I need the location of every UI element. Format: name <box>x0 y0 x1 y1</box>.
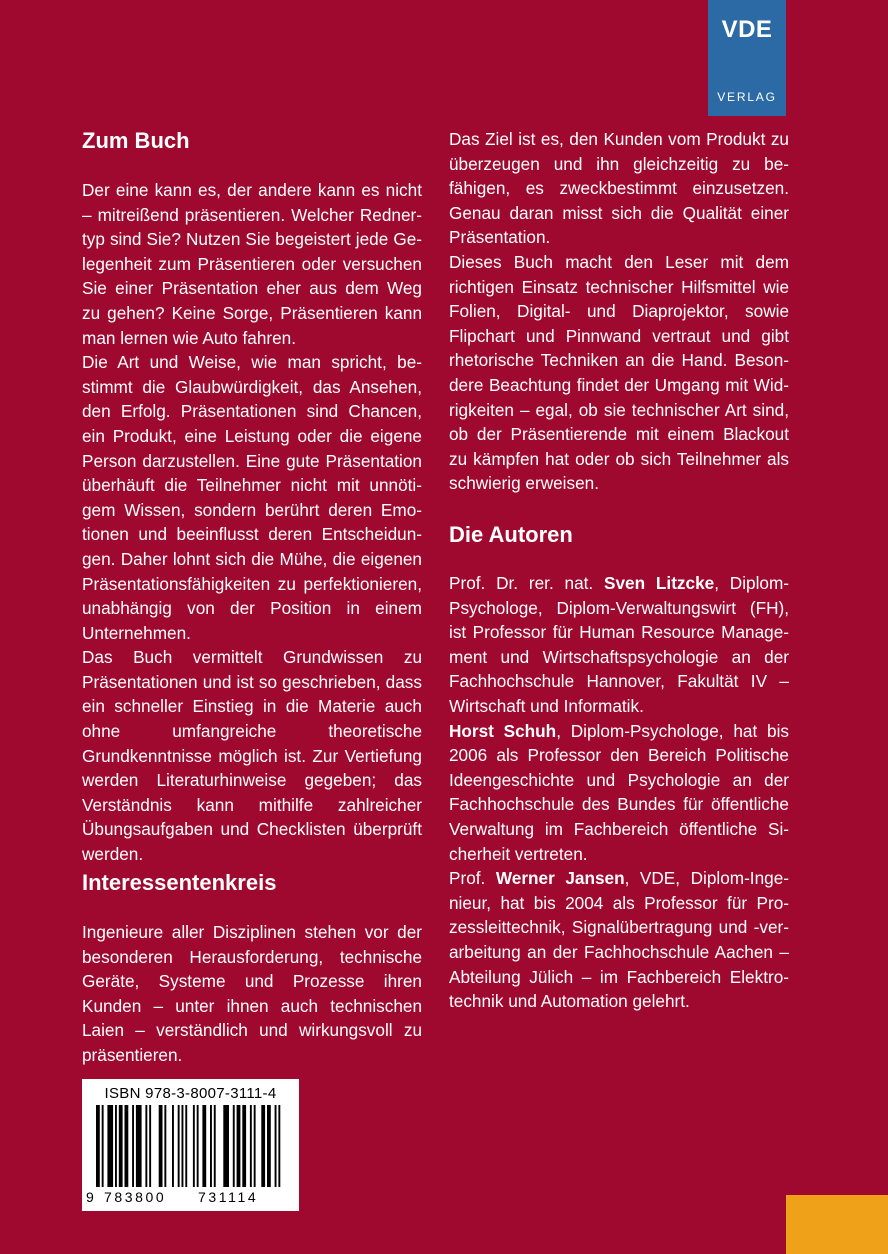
barcode-digits-right: 731114 <box>198 1189 259 1205</box>
interessentenkreis-paragraph-1: Ingenieure aller Disziplinen stehen vor der besonderen Herausforderung, technische Geräte, Systeme und Prozesse ihren Kunden – unter ihnen auch technischen Laien – verständlich und wirkungsvoll zu präsentieren. <box>82 922 422 1065</box>
heading-die-autoren: Die Autoren <box>449 522 573 547</box>
barcode-bars <box>96 1105 286 1187</box>
barcode-bar <box>254 1105 256 1187</box>
barcode-bar <box>115 1105 117 1187</box>
vde-verlag-logo <box>708 0 786 116</box>
barcode-bar <box>178 1105 180 1187</box>
barcode-bar <box>210 1105 212 1187</box>
logo-vde-text: VDE <box>721 16 773 43</box>
barcode-bar <box>132 1105 134 1187</box>
author-1-text: , Diplom-Psychologe, Diplom-Verwaltungswirt (FH), ist Professor für Human Resource Management und Wirtschaftspsychologie an der Fachhochschule Hannover, Fakultät IV – Wirtschaft und Informatik. <box>449 573 790 716</box>
barcode-bar <box>182 1105 184 1187</box>
barcode-bar <box>136 1105 142 1187</box>
author-2-text: , Diplom-Psychologe, hat bis 2006 als Professor den Bereich Politische Ideengeschichte und Psychologie an der Fachhochschule des Bundes für öffentliche Verwaltung im Fachbereich öffentliche Sicherheit vertreten. <box>449 720 789 864</box>
heading-interessentenkreis: Interessentenkreis <box>82 870 277 895</box>
right-intro-paragraph-2: Dieses Buch macht den Leser mit dem richtigen Einsatz technischer Hilfsmittel wie Folien, Digital- und Diaprojektor, sowie Flipchart und Pinnwand vertraut und gibt rhetorische Techniken an die Hand. Besondere Beachtung findet der Umgang mit Widrigkeiten – egal, ob sie technischer Art sind, ob der Präsentierende mit einem Blackout zu kämpfen hat oder ob sich Teilnehmer als schwierig erweisen. <box>449 251 789 494</box>
author-1-name: Sven Litzcke <box>604 573 715 593</box>
author-2-name: Horst Schuh <box>449 720 557 741</box>
barcode-bar <box>223 1105 229 1187</box>
author-1-prefix: Prof. Dr. rer. nat. <box>449 573 605 593</box>
heading-zum-buch: Zum Buch <box>82 128 190 153</box>
zum-buch-paragraph-2: Die Art und Weise, wie man spricht, bestimmt die Glaubwürdigkeit, das Ansehen, den Erfolg. Präsentationen sind Chancen, ein Produkt, eine Leistung oder die eigene Person darzustellen. Eine gute Präsentation überhäuft die Teilnehmer nicht mit unnötigem Wissen, sondern berührt deren Emotionen und beeinflusst deren Entscheidungen. Daher lohnt sich die Mühe, die eigenen Präsentationsfähigkeiten zu perfektionieren, unabhängig von der Position in einem Unternehmen. <box>82 352 422 643</box>
barcode-bar <box>185 1105 187 1187</box>
barcode-bar <box>149 1105 151 1187</box>
barcode-bar <box>145 1105 147 1187</box>
barcode-bar <box>102 1105 104 1187</box>
author-3-prefix: Prof. <box>449 868 496 889</box>
barcode-digit-first: 9 <box>86 1189 94 1205</box>
barcode-bar <box>107 1105 113 1187</box>
barcode-bar <box>193 1105 195 1187</box>
barcode-bar <box>172 1105 174 1187</box>
barcode-bar <box>237 1105 241 1187</box>
barcode-bar <box>267 1105 271 1187</box>
interessentenkreis-text <box>82 920 422 1068</box>
orange-corner-block <box>786 1195 888 1254</box>
barcode-bar <box>250 1105 252 1187</box>
zum-buch-text <box>82 178 422 867</box>
barcode-digits-left: 783800 <box>104 1189 167 1205</box>
barcode-bar <box>261 1105 265 1187</box>
barcode-bar <box>197 1105 199 1187</box>
barcode-bar <box>233 1105 235 1187</box>
zum-buch-paragraph-1: Der eine kann es, der andere kann es nicht – mitreißend präsentieren. Welcher Rednertyp sind Sie? Nutzen Sie begeistert jede Gelegenheit zum Präsentieren oder versuchen Sie einer Präsentation eher aus dem Weg zu gehen? Keine Sorge, Präsentieren kann man lernen wie Auto fahren. <box>82 180 422 348</box>
right-intro-text <box>449 127 789 496</box>
logo-verlag-text: VERLAG <box>717 90 777 104</box>
barcode-bar <box>202 1105 206 1187</box>
barcode-bar <box>159 1105 163 1187</box>
barcode-bar <box>125 1105 129 1187</box>
zum-buch-paragraph-3: Das Buch vermittelt Grundwissen zu Präsentationen und ist so geschrieben, dass ein schneller Einstieg in die Materie auch ohne umfangreiche theoretische Grundkenntnisse möglich ist. Zur Vertiefung werden Literaturhinweise gegeben; das Verständnis kann mithilfe zahlreicher Übungsaufgaben und Checklisten überprüft werden. <box>82 647 422 865</box>
isbn-label: ISBN 978-3-8007-3111-4 <box>104 1085 277 1102</box>
barcode-bar <box>214 1105 216 1187</box>
barcode-bar <box>119 1105 123 1187</box>
autoren-text <box>449 571 789 1014</box>
barcode-bar <box>278 1105 280 1187</box>
barcode-bar <box>164 1105 166 1187</box>
isbn-barcode <box>82 1079 299 1211</box>
barcode-bar <box>96 1105 100 1187</box>
barcode-bar <box>242 1105 246 1187</box>
barcode-bar <box>275 1105 277 1187</box>
author-paragraph-2 <box>449 719 789 867</box>
right-intro-paragraph-1: Das Ziel ist es, den Kunden vom Produkt zu überzeugen und ihn gleichzeitig zu befähigen, es zweckbestimmt einzusetzen. Genau daran misst sich die Qualität einer Präsentation. <box>449 129 789 248</box>
author-3-text: , VDE, Diplom-Ingenieur, hat bis 2004 als Professor für Prozessleittechnik, Signalübertragung und -verarbeitung an der Fachhochschule Aachen – Abteilung Jülich – im Fachbereich Elektrotechnik und Automation gelehrt. <box>449 868 789 1012</box>
author-paragraph-3 <box>449 866 789 1014</box>
author-paragraph-1 <box>449 571 789 719</box>
author-3-name: Werner Jansen <box>495 868 625 889</box>
